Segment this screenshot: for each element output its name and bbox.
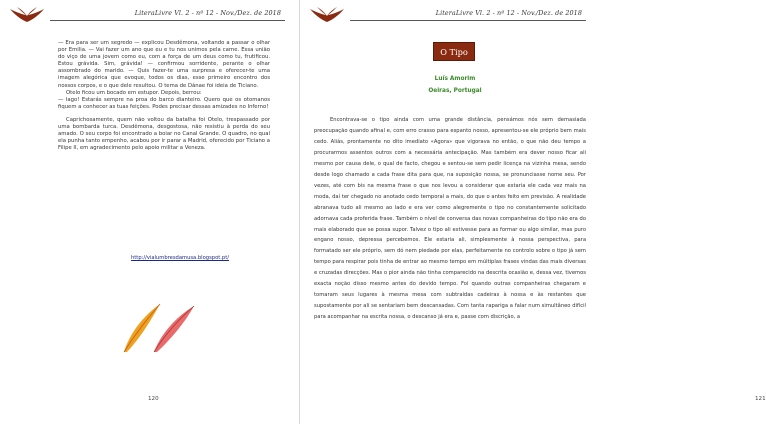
- paragraph: — Iago! Estarás sempre na proa do barco dianteiro. Quero que os otomanos fiquem a conhecer as tuas feições. Podes precisar dessas amizades no Inferno!: [58, 96, 270, 110]
- right-body-text: [314, 115, 586, 323]
- header-text: LiteraLivre Vl. 2 - nº 12 - Nov./Dez. de 2018: [435, 8, 582, 17]
- blog-link[interactable]: http://vialumbresdamusa.blogspot.pt/: [130, 255, 230, 261]
- story-title: O Tipo: [433, 42, 475, 61]
- paragraph: Otelo ficou um bocado em estupor. Depois, berrou:: [66, 89, 202, 96]
- page-header: [308, 6, 590, 24]
- wing-logo-icon: [308, 6, 346, 24]
- page-number: 120: [148, 396, 159, 402]
- author-place: Oeiras, Portugal: [428, 88, 482, 94]
- page-header: [8, 6, 289, 24]
- feather-quills-icon: [110, 300, 200, 355]
- author-block: [400, 73, 510, 97]
- paragraph: — Era para ser um segredo — explicou Desdêmona, voltando a passar o olhar por Emília. — Vai fazer um ano que eu e tu nos unimos pela carne. Essa união do viço de uma jovem como eu, com a força de um deus como tu, frutificou. Estou grávida. Sim, grávida! — confirmou sorridente, perante o olhar assombrado do marido. — Quis fazer-te uma surpresa e oferecer-te uma imagem alegórica que evoque, todos os dias, esse primeiro encontro dos nossos corpos, e o que dele resultou. O tema de Dánae foi ideia de Ticiano.: [58, 40, 270, 89]
- wing-logo-icon: [8, 6, 46, 24]
- author-name: Luís Amorim: [434, 76, 476, 82]
- right-page: [300, 0, 766, 424]
- page-number: 121: [755, 396, 766, 402]
- left-page: [0, 0, 300, 424]
- left-body-text: [58, 40, 270, 152]
- paragraph: Caprichosamente, quem não voltou da batalha foi Otelo, trespassado por uma bombarda turca. Desdêmona, desgostosa, não resistiu à perda do seu amado. O seu corpo foi encontrado a boiar no Canal Grande. O quadro, no qual ela punha tanto empenho, acabou por ir parar a Madrid, oferecido por Ticiano a Filipe II, em agradecimento pelo apoio militar a Veneza.: [58, 116, 270, 152]
- paragraph: Encontrava-se o tipo ainda com uma grande distância, pensámos nós sem demasiada preocupação quando afinal e, com erro crasso para espanto nosso, apresentou-se ele próprio bem mais cedo. Aliás, prontamente no dito imediato «Agora» que vigorava no então, o que não deu tempo a procurarmos assentos outros com a necessária antecipação. Mas também era dever nosso ficar ali mesmo por causa dele, o qual de facto, chegou e sentou-se sem pedir licença na vizinha mesa, sendo desde logo chamado a cada frase dita para que, na suposição nossa, se pronunciasse nome seu. Por vezes, até com bis na mesma frase o que nos levou a considerar que estaria ele cada vez mais na moda, daí ter chegado no anotado cedo temporal a mais, do que o antes feito em previsão. A realidade abranava tudo ali mesmo ao lado e era ver como alegremente o tipo no constantemente solicitado adornava cada proferida frase. Também o nível de conversa das novas companheiras do tipo não era do mais elaborado que se possa supor. Talvez o tipo ali estivesse para as formar ou algo similar, mas puro engano nosso, depressa percebemos. Ele estaria ali, simplesmente à nossa perspectiva, para formatado ser ele próprio, sem dó nem piedade por elas, perfeitamente no controlo sobre o tipo já sem tempo para respirar pois tinha de entrar ao mesmo tempo em múltiplas frases vindas das mais diversas e cruzadas direcções. Mas o pior ainda não tinha comparecido na descrita ocasião e, dessa vez, tivemos exacta noção disso mesmo antes do devido tempo. Foi quando outras companheiras chegaram e tomaram seus lugares à mesma mesa com subtraídas cadeiras à nossa e às restantes que supostamente por ali se sentariam bem descansadas. Com tanta rapariga a falar num simultâneo difícil para acompanhar na escrita nossa, o descanso já era e, passe com discrição, a: [314, 117, 586, 321]
- header-text: LiteraLivre Vl. 2 - nº 12 - Nov./Dez. de 2018: [134, 8, 281, 17]
- header-rule: [50, 10, 285, 21]
- header-rule: [350, 10, 586, 21]
